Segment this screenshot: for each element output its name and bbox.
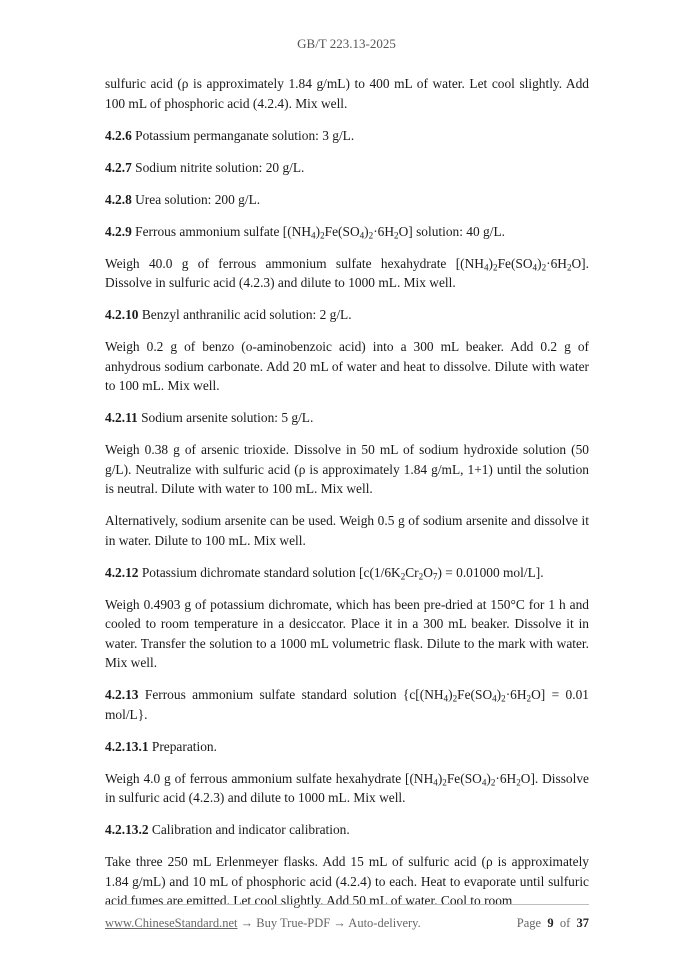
paragraph-text: Ferrous ammonium sulfate standard solution {$c[(NH_4)_2Fe(SO_4)_2\cdot 6H_2O] = 0.01$ mol/L}. <box>105 687 589 722</box>
clause-number: 4.2.10 <box>105 307 139 322</box>
clause-number: 4.2.13.1 <box>105 738 149 754</box>
body-paragraph <box>105 852 589 911</box>
footer-links <box>105 916 421 930</box>
clause-number: 4.2.9 <box>105 223 132 239</box>
page-counter <box>517 916 589 931</box>
clause-4-2-6 <box>105 126 589 146</box>
body-paragraph <box>105 595 589 673</box>
footer-divider <box>105 904 589 905</box>
paragraph-text: Alternatively, sodium arsenite can be used. Weigh 0.5 g of sodium arsenite and dissolve it in water. Dilute to 100 mL. Mix well. <box>105 513 589 548</box>
clause-4-2-13-2 <box>105 820 589 840</box>
paragraph-text: Ferrous ammonium sulfate $[(NH_4)_2Fe(SO_4)_2\cdot 6H_2O]$ solution: 40 g/L. <box>135 223 505 240</box>
paragraph-text: Weigh 4.0 g of ferrous ammonium sulfate hexahydrate $[(NH_4)_2Fe(SO_4)_2\cdot 6H_2O]$. Dissolve in sulfuric acid (4.2.3) and dilute to 1000 mL. Mix well. <box>105 770 589 805</box>
clause-4-2-12 <box>105 563 589 583</box>
paragraph-text: Benzyl anthranilic acid solution: 2 g/L. <box>141 307 352 322</box>
body-paragraph <box>105 74 589 113</box>
clause-number: 4.2.6 <box>105 127 132 143</box>
paragraph-text: Sodium arsenite solution: 5 g/L. <box>141 410 314 425</box>
clause-number: 4.2.7 <box>105 159 132 175</box>
page-header: GB/T 223.13-2025 <box>297 36 396 51</box>
paragraph-text: Sodium nitrite solution: 20 g/L. <box>135 159 305 175</box>
body-paragraph <box>105 769 589 808</box>
of-label: of <box>559 916 571 930</box>
body-paragraph <box>105 511 589 550</box>
clause-4-2-9 <box>105 222 589 242</box>
clause-number: 4.2.8 <box>105 191 132 207</box>
paragraph-text: Urea solution: 200 g/L. <box>135 191 261 207</box>
clause-number: 4.2.13.2 <box>105 822 149 837</box>
body-paragraph <box>105 440 589 499</box>
page-total: 37 <box>576 916 589 930</box>
paragraph-text: Weigh 40.0 g of ferrous ammonium sulfate hexahydrate $[(NH_4)_2Fe(SO_4)_2\cdot 6H_2O]$. Dissolve in sulfuric acid (4.2.3) and dilute to 1000 mL. Mix well. <box>105 255 589 290</box>
chinesestandard-link[interactable]: www.ChineseStandard.net <box>105 916 238 930</box>
body-paragraph <box>105 337 589 396</box>
document-body <box>105 74 589 923</box>
paragraph-text: Calibration and indicator calibration. <box>151 822 350 837</box>
clause-4-2-10 <box>105 305 589 325</box>
clause-number: 4.2.11 <box>105 410 138 425</box>
clause-4-2-7 <box>105 158 589 178</box>
clause-number: 4.2.13 <box>105 687 139 702</box>
clause-4-2-11 <box>105 408 589 428</box>
body-paragraph <box>105 254 589 293</box>
paragraph-text: Take three 250 mL Erlenmeyer flasks. Add 15 mL of sulfuric acid (ρ is approximately 1.84 g/mL) and 10 mL of phosphoric acid (4.2.4) to each. Heat to evaporate until sulfuric acid fumes are emitted. Let cool slightly. Add 50 mL of water. Cool to room <box>105 854 589 908</box>
paragraph-text: Preparation. <box>151 738 217 754</box>
page-number: 9 <box>547 916 554 930</box>
clause-4-2-13 <box>105 685 589 724</box>
paragraph-text: Weigh 0.38 g of arsenic trioxide. Dissolve in 50 mL of sodium hydroxide solution (50 g/L). Neutralize with sulfuric acid (ρ is approximately 1.84 g/mL, 1+1) until the solution is neutral. Dilute with water to 100 mL. Mix well. <box>105 442 589 496</box>
paragraph-text: Potassium dichromate standard solution [$c(1/6K_2Cr_2O_7) = 0.01000$ mol/L]. <box>141 564 544 581</box>
paragraph-text: Potassium permanganate solution: 3 g/L. <box>135 127 355 143</box>
paragraph-text: Weigh 0.2 g of benzo (o-aminobenzoic acid) into a 300 mL beaker. Add 0.2 g of anhydrous sodium carbonate. Add 20 mL of water and heat to dissolve. Dilute with water to 100 mL. Mix well. <box>105 339 589 393</box>
page-label: Page <box>516 916 542 930</box>
paragraph-text: Weigh 0.4903 g of potassium dichromate, which has been pre-dried at 150°C for 1 h and cooled to room temperature in a desiccator. Place it in a 300 mL beaker. Dissolve it in water. Transfer the solution to a 1000 mL volumetric flask. Dilute to the mark with water. Mix well. <box>105 596 589 670</box>
clause-number: 4.2.12 <box>105 564 139 580</box>
clause-4-2-8 <box>105 190 589 210</box>
clause-4-2-13-1 <box>105 737 589 757</box>
footer-tagline: → Buy True-PDF → Auto-delivery. <box>237 916 421 930</box>
paragraph-text: sulfuric acid (ρ is approximately 1.84 g/mL) to 400 mL of water. Let cool slightly. Add 100 mL of phosphoric acid (4.2.4). Mix well. <box>105 76 589 111</box>
page-footer <box>105 916 589 931</box>
